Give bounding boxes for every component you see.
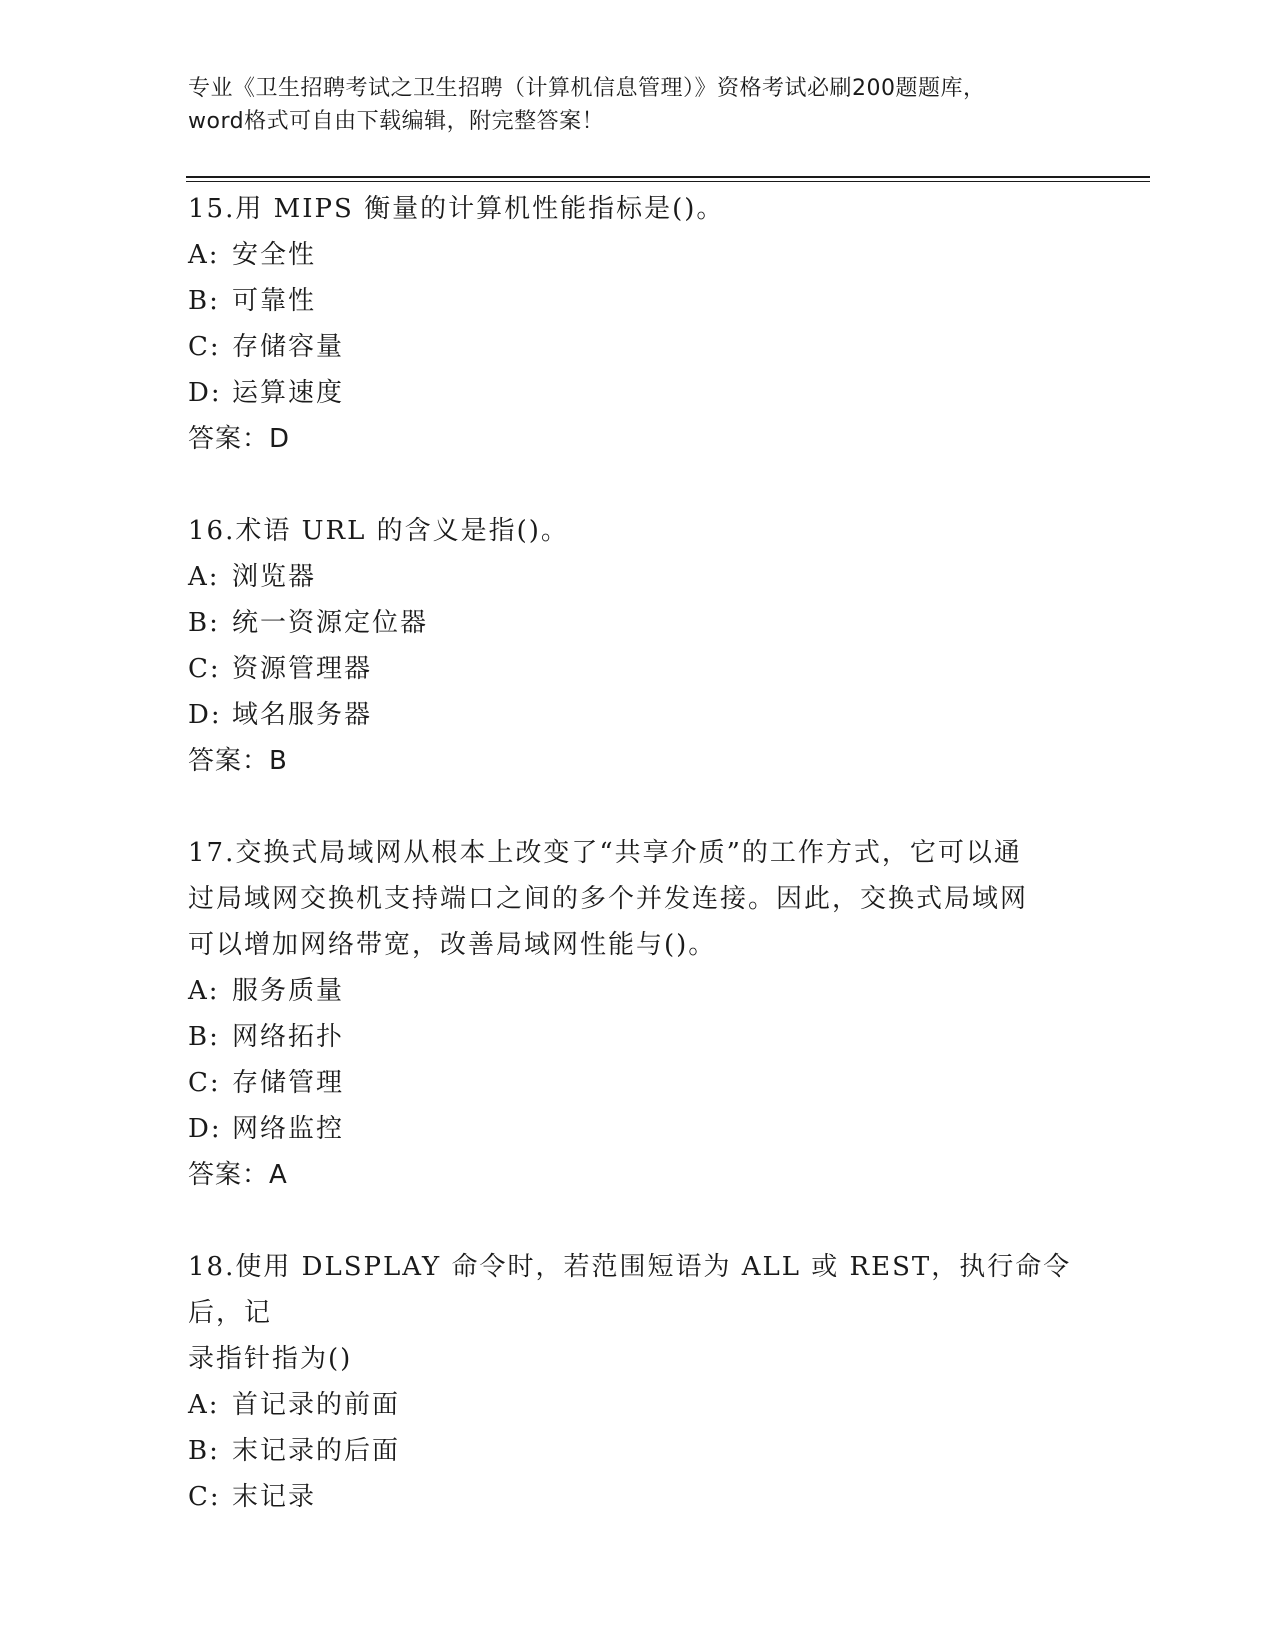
option-text: 网络拓扑 <box>232 1022 345 1052</box>
option-b <box>188 600 1088 646</box>
header-rule-thin <box>186 181 1150 182</box>
header-line-1: 专业《卫生招聘考试之卫生招聘（计算机信息管理）》资格考试必刷200题题库， <box>188 76 986 101</box>
option-text: 首记录的前面 <box>232 1390 401 1420</box>
option-a <box>188 554 1088 600</box>
option-letter: A: <box>188 240 220 270</box>
question-18 <box>188 1244 1088 1520</box>
option-d <box>188 370 1088 416</box>
option-letter: A: <box>188 562 220 592</box>
question-list <box>188 186 1088 1566</box>
option-text: 末记录的后面 <box>232 1436 401 1466</box>
option-b <box>188 1014 1088 1060</box>
option-c <box>188 1474 1088 1520</box>
option-d <box>188 692 1088 738</box>
option-c <box>188 1060 1088 1106</box>
option-d <box>188 1106 1088 1152</box>
option-text: 统一资源定位器 <box>232 608 429 638</box>
question-stem-line-2: 过局域网交换机支持端口之间的多个并发连接。因此，交换式局域网 <box>188 884 1029 914</box>
header-rule-thick <box>186 176 1150 178</box>
question-stem: 16.术语 URL 的含义是指()。 <box>188 516 569 546</box>
option-letter: C: <box>188 1068 221 1098</box>
question-stem-line-2: 录指针指为() <box>188 1344 353 1374</box>
option-letter: C: <box>188 332 221 362</box>
option-letter: C: <box>188 654 221 684</box>
option-text: 浏览器 <box>232 562 317 592</box>
option-letter: A: <box>188 976 220 1006</box>
answer-line: 答案：A <box>188 1160 288 1190</box>
option-text: 网络监控 <box>232 1114 345 1144</box>
option-letter: D: <box>188 1114 222 1144</box>
option-b <box>188 1428 1088 1474</box>
option-letter: B: <box>188 1436 220 1466</box>
option-letter: D: <box>188 700 222 730</box>
option-text: 服务质量 <box>232 976 345 1006</box>
question-stem: 15.用 MIPS 衡量的计算机性能指标是()。 <box>188 194 725 224</box>
question-stem-line-1: 18.使用 DLSPLAY 命令时，若范围短语为 ALL 或 REST，执行命令后，记 <box>188 1252 1072 1328</box>
option-b <box>188 278 1088 324</box>
option-text: 存储管理 <box>232 1068 345 1098</box>
answer-line: 答案：B <box>188 746 288 776</box>
question-17 <box>188 830 1088 1198</box>
option-text: 存储容量 <box>232 332 345 362</box>
question-15 <box>188 186 1088 462</box>
option-letter: B: <box>188 1022 220 1052</box>
option-text: 运算速度 <box>232 378 345 408</box>
question-16 <box>188 508 1088 784</box>
document-header <box>188 72 1088 138</box>
option-text: 安全性 <box>232 240 317 270</box>
question-stem-line-1: 17.交换式局域网从根本上改变了“共享介质”的工作方式，它可以通 <box>188 838 1022 868</box>
option-letter: A: <box>188 1390 220 1420</box>
option-text: 域名服务器 <box>232 700 373 730</box>
option-letter: B: <box>188 286 220 316</box>
option-text: 末记录 <box>232 1482 317 1512</box>
option-text: 可靠性 <box>232 286 317 316</box>
option-letter: D: <box>188 378 222 408</box>
option-c <box>188 324 1088 370</box>
option-a <box>188 968 1088 1014</box>
question-stem-line-3: 可以增加网络带宽，改善局域网性能与()。 <box>188 930 717 960</box>
option-a <box>188 1382 1088 1428</box>
option-a <box>188 232 1088 278</box>
option-text: 资源管理器 <box>232 654 373 684</box>
option-letter: C: <box>188 1482 221 1512</box>
option-letter: B: <box>188 608 220 638</box>
option-c <box>188 646 1088 692</box>
answer-line: 答案：D <box>188 424 291 454</box>
header-line-2: word格式可自由下载编辑，附完整答案！ <box>188 109 605 134</box>
